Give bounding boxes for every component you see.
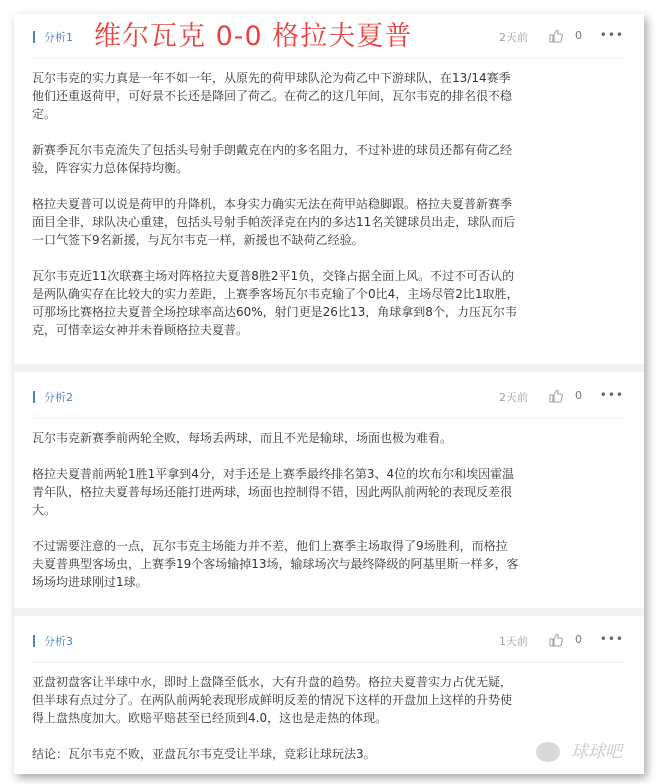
watermark-logo-icon — [536, 742, 560, 762]
thumbs-up-icon[interactable] — [548, 28, 564, 44]
paragraph: 结论：瓦尔韦克不败，亚盘瓦尔韦克受让半球，竞彩让球玩法3。 — [32, 747, 376, 761]
paragraph: 亚盘初盘客让半球中水，即时上盘降至低水，大有升盘的趋势。格拉夫夏普实力占优无疑， 但半球有点过分了。在两队前两轮表现形成鲜明反差的情况下这样的开盘加上这样的升势使 得上盘热度加大。欧赔平赔甚至已经顶到4.0，这也是走热的体现。 — [32, 675, 513, 725]
card-time: 2天前 — [499, 391, 528, 404]
watermark: 球球吧 — [571, 742, 622, 762]
screenshot-frame — [14, 14, 644, 774]
analysis-card-1 — [32, 14, 624, 357]
card-time: 2天前 — [499, 31, 528, 44]
card-label: 分析2 — [44, 391, 73, 404]
more-options-icon[interactable]: ••• — [599, 28, 624, 42]
paragraph: 格拉夫夏普可以说是荷甲的升降机，本身实力确实无法在荷甲站稳脚跟。格拉夫夏普新赛季 面目全非，球队决心重建，包括头号射手帕茨泽克在内的多达11名关键球员出走，球队而后 一口气签下9名新援，与瓦尔韦克一样，新援也不缺荷乙经验。 — [32, 197, 516, 247]
section-marker — [33, 391, 35, 403]
paragraph: 格拉夫夏普前两轮1胜1平拿到4分，对手还是上赛季最终排名第3、4位的坎布尔和埃因霍温 青年队，格拉夫夏普每场还能打进两球，场面也控制得不错，因此两队前两轮的表现反差很 大。 — [32, 467, 515, 517]
card-header — [32, 618, 624, 663]
paragraph: 瓦尔韦克近11次联赛主场对阵格拉夫夏普8胜2平1负，交锋占据全面上风。不过不可否认的 是两队确实存在比较大的实力差距，上赛季客场瓦尔韦克输了个0比4，主场尽管2比1取胜， 可那场比赛格拉夫夏普全场控球率高达60%，射门更是26比13，角球拿到8个，力压瓦尔韦 克，可惜幸运女神并未眷顾格拉夫夏普。 — [32, 269, 519, 337]
thumbs-up-icon[interactable] — [548, 632, 564, 648]
section-marker — [33, 31, 35, 43]
section-marker — [33, 635, 35, 647]
card-body — [32, 59, 624, 339]
like-count: 0 — [575, 389, 582, 402]
card-body — [32, 419, 624, 591]
analysis-card-2 — [32, 374, 624, 609]
paragraph: 新赛季瓦尔韦克流失了包括头号射手朗戴克在内的多名阻力，不过补进的球员还都有荷乙经 验，阵容实力总体保持均衡。 — [32, 143, 513, 175]
match-headline: 维尔瓦克 0-0 格拉夫夏普 — [94, 21, 413, 52]
like-count: 0 — [575, 29, 582, 42]
like-count: 0 — [575, 633, 582, 646]
card-label: 分析3 — [44, 635, 73, 648]
card-time: 1天前 — [499, 635, 528, 648]
card-header — [32, 374, 624, 419]
card-divider — [14, 364, 644, 372]
paragraph: 不过需要注意的一点，瓦尔韦克主场能力并不差，他们上赛季主场取得了9场胜利，而格拉 夫夏普典型客场虫，上赛季19个客场输掉13场，输球场次与最终降级的阿基里斯一样多，客 场场均进球刚过1球。 — [32, 539, 519, 589]
paragraph: 瓦尔韦克的实力真是一年不如一年，从原先的荷甲球队沦为荷乙中下游球队，在13/14赛季 他们还重返荷甲，可好景不长还是降回了荷乙。在荷乙的这几年间，瓦尔韦克的排名很不稳 定。 — [32, 71, 513, 121]
more-options-icon[interactable]: ••• — [599, 388, 624, 402]
card-label: 分析1 — [44, 31, 73, 44]
card-body — [32, 663, 624, 763]
more-options-icon[interactable]: ••• — [599, 632, 624, 646]
card-divider — [14, 608, 644, 616]
paragraph: 瓦尔韦克新赛季前两轮全败，每场丢两球，而且不光是输球，场面也极为难看。 — [32, 431, 453, 445]
thumbs-up-icon[interactable] — [548, 388, 564, 404]
